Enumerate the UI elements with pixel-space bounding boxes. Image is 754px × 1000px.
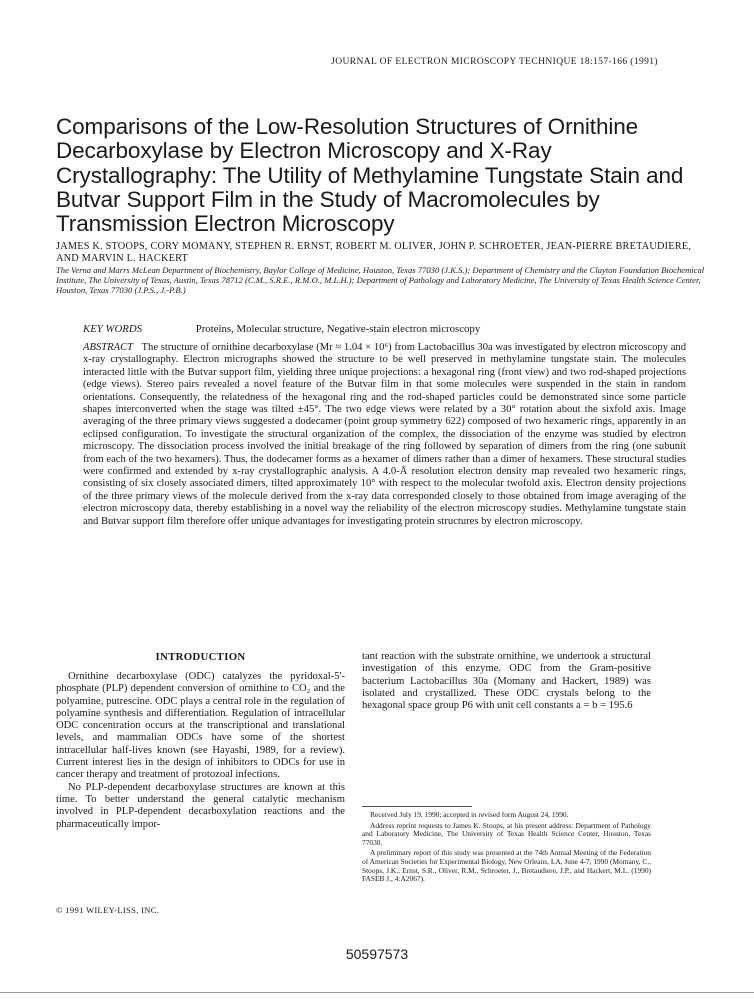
affiliations: The Verna and Marrs McLean Department of Biochemistry, Baylor College of Medicine, Houston, Texas 77030 (J.K.S.); Department of Chemistry and the Clayton Foundation Biochemical Institute, The University of Texas, Austin, Texas 78712 (C.M., S.R.E., R.M.O., M.L.H.); Department of Pathology and Laboratory Medicine, The University of Texas Health Science Center, Houston, Texas 77030 (J.P.S., J.-P.B.) (56, 265, 705, 295)
scan-edge-line (0, 992, 754, 993)
abstract-text: The structure of ornithine decarboxylase (Mr ≈ 1.04 × 10⁶) from Lactobacillus 30a was investigated by electron microscopy and x-ray crystallography. Electron micrographs showed the structure to be well preserved in methylamine tungstate stain. The molecules interacted little with the Butvar support film, yielding three unique projections: a hexagonal ring (front view) and two rod-shaped projections (edge views). Stereo pairs revealed a novel feature of the Butvar film in that some molecules were suspended in the stain in random orientations. Consequently, the relatedness of the hexagonal ring and the rod-shaped particles could be demonstrated since some particle shapes interconverted when the stage was tilted ±45°. The two edge views were related by a 30° rotation about the sixfold axis. Image averaging of the three primary views suggested a dodecamer (point group symmetry 622) composed of two hexameric rings, apparently in an eclipsed configuration. To investigate the structural organization of the complex, the dissociation of the enzyme was studied by electron microscopy. The dissociation process involved the initial breakage of the ring followed by separation of dimers from the ring (one subunit from each of the two hexamers). Thus, the dodecamer forms as a hexamer of dimers rather than a dimer of hexamers. These structural studies were confirmed and extended by x-ray crystallographic analysis. A 4.0-Å resolution electron density map revealed two hexameric rings, consisting of six closely associated dimers, tilted approximately 10° with respect to the molecular twofold axis. Electron density projections of the three primary views of the molecule derived from the x-ray data corresponded closely to those obtained from image averaging of the electron microscopy data, thereby establishing in a novel way the reliability of the electron microscopy studies. Methylamine tungstate stain and Butvar support film therefore offer unique advantages for investigating protein structures by electron microscopy. (83, 342, 686, 527)
introduction-heading: INTRODUCTION (155, 651, 246, 663)
footnote-divider (362, 806, 472, 807)
intro-paragraph-1: Ornithine decarboxylase (ODC) catalyzes the pyridoxal-5'-phosphate (PLP) dependent conversion of ornithine to CO₂ and the polyamine, putrescine. ODC plays a central role in the regulation of polyamine synthesis and differentiation. Regulation of intracellular ODC concentration occurs at the transcriptional and translational levels, and mammalian ODCs have some of the shortest intracellular half-lives known (see Hayashi, 1989, for a review). Current interest lies in the design of inhibitors to ODCs for use in cancer therapy and treatment of protozoal infections. (56, 671, 345, 781)
key-words-label: KEY WORDS (83, 323, 143, 335)
author-list: JAMES K. STOOPS, CORY MOMANY, STEPHEN R. ERNST, ROBERT M. OLIVER, JOHN P. SCHROETER, JEAN-PIERRE BRETAUDIERE, AND MARVIN L. HACKERT (56, 241, 692, 264)
article-title: Comparisons of the Low-Resolution Structures of Ornithine Decarboxylase by Electron Microscopy and X-Ray Crystallography: The Utility of Methylamine Tungstate Stain and Butvar Support Film in the Study of Macromolecules by Transmission Electron Microscopy (56, 114, 684, 237)
key-words-text: Proteins, Molecular structure, Negative-stain electron microscopy (195, 323, 481, 335)
footnote-preliminary-report: A preliminary report of this study was presented at the 74th Annual Meeting of the Federation of American Societies for Experimental Biology, New Orleans, LA, June 4-7, 1990 (Momany, C., Stoops, J.K., Ernst, S.R., Oliver, R.M., Schroeter, J., Bretaudiere, J.P., and Hackert, M.L. (1990) FASEB J., 4:A2067). (362, 848, 651, 884)
abstract-label: ABSTRACT (83, 342, 134, 353)
document-id: 50597573 (345, 946, 409, 962)
copyright: © 1991 WILEY-LISS, INC. (56, 905, 160, 915)
abstract (83, 342, 686, 528)
running-head: JOURNAL OF ELECTRON MICROSCOPY TECHNIQUE 18:157-166 (1991) (331, 57, 658, 67)
right-column (362, 651, 651, 712)
left-column (56, 651, 345, 831)
intro-paragraph-2: No PLP-dependent decarboxylase structures are known at this time. To better understand the general catalytic mechanism involved in PLP-dependent decarboxylation reactions and the pharmaceutically impor- (56, 781, 345, 830)
footnotes (362, 806, 651, 886)
intro-paragraph-continued: tant reaction with the substrate ornithine, we undertook a structural investigation of this enzyme. ODC from the Gram-positive bacterium Lactobacillus 30a (Momany and Hackert, 1989) was isolated and crystallized. These ODC crystals belong to the hexagonal space group P6 with unit cell constants a = b = 195.6 (362, 651, 651, 712)
footnote-received: Received July 19, 1990; accepted in revised form August 24, 1990. (370, 810, 569, 819)
key-words (83, 323, 693, 336)
footnote-reprints: Address reprint requests to James K. Stoops, at his present address: Department of Pathology and Laboratory Medicine, The University of Texas Health Science Center, Houston, Texas 77030. (362, 820, 651, 847)
